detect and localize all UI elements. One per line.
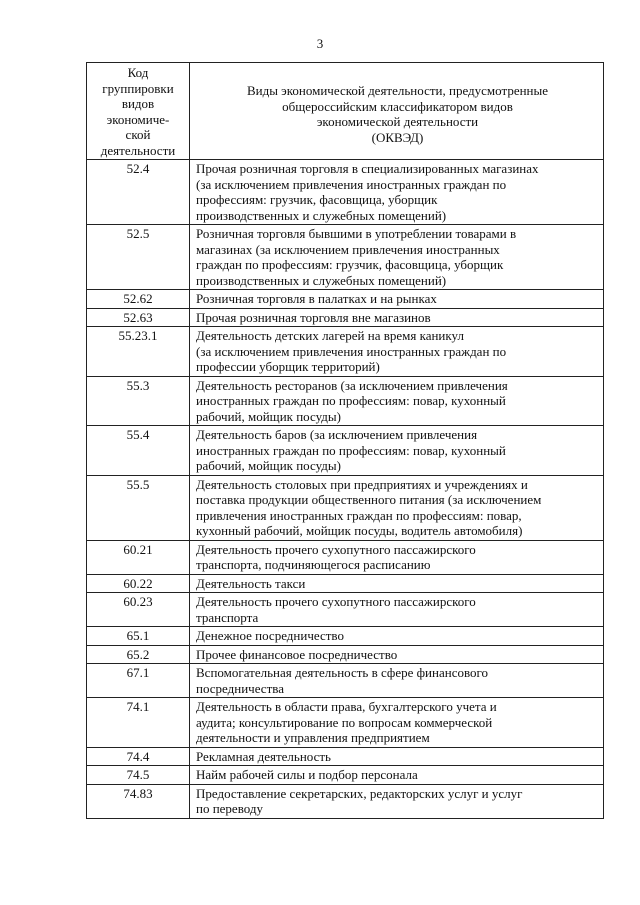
okved-code-cell: 52.63 (87, 308, 190, 327)
header-code-line: экономиче- (106, 111, 170, 127)
activity-description-cell (190, 645, 604, 664)
table-row (87, 376, 604, 426)
header-code-line: ской (125, 127, 151, 142)
table-row (87, 627, 604, 646)
description-line: посредничества (196, 680, 284, 696)
description-line: поставка продукции общественного питания (за исключением (196, 492, 542, 507)
description-line: аудита; консультирование по вопросам коммерческой (196, 714, 493, 730)
description-line: Прочая розничная торговля в специализированных магазинах (196, 161, 539, 176)
header-code-line: видов (121, 96, 155, 111)
table-row (87, 160, 604, 225)
description-line: Деятельность такси (196, 575, 306, 591)
description-line: кухонный рабочий, мойщик посуды, водитель автомобиля) (196, 523, 523, 538)
description-line: рабочий, мойщик посуды) (196, 458, 341, 473)
description-line: по переводу (196, 801, 263, 816)
header-code-line: Код (127, 65, 149, 80)
activity-description-cell (190, 747, 604, 766)
description-line: Денежное посредничество (196, 628, 344, 643)
okved-code-cell: 52.4 (87, 160, 190, 225)
table-row (87, 225, 604, 290)
description-line: Розничная торговля в палатках и на рынках (196, 291, 437, 306)
description-line: Деятельность ресторанов (за исключением привлечения (196, 377, 508, 393)
table-row (87, 698, 604, 748)
description-line: Прочее финансовое посредничество (196, 646, 398, 662)
activity-description-cell (190, 784, 604, 818)
description-line: магазинах (за исключением привлечения иностранных (196, 241, 500, 257)
okved-code-cell: 65.1 (87, 627, 190, 646)
description-line: Деятельность прочего сухопутного пассажирского (196, 594, 476, 609)
description-line: иностранных граждан по профессиям: повар, кухонный (196, 442, 506, 458)
table-row (87, 290, 604, 309)
description-line: Вспомогательная деятельность в сфере финансового (196, 665, 489, 680)
description-line: Деятельность баров (за исключением привлечения (196, 427, 478, 442)
activity-description-cell (190, 766, 604, 785)
description-line: привлечения иностранных граждан по профессиям: повар, (196, 507, 522, 523)
description-line: иностранных граждан по профессиям: повар, кухонный (196, 393, 506, 408)
okved-code-cell: 60.21 (87, 540, 190, 574)
description-line: граждан по профессиям: грузчик, фасовщица, уборщик (196, 257, 504, 272)
okved-code-cell: 65.2 (87, 645, 190, 664)
activity-description-cell (190, 664, 604, 698)
table-row (87, 664, 604, 698)
activity-description-cell (190, 426, 604, 476)
okved-code-cell: 55.5 (87, 475, 190, 540)
description-line: Предоставление секретарских, редакторских услуг и услуг (196, 785, 523, 801)
okved-code-cell: 60.22 (87, 574, 190, 593)
description-line: Деятельность прочего сухопутного пассажирского (196, 541, 476, 557)
okved-code-cell: 55.23.1 (87, 327, 190, 377)
table-row (87, 540, 604, 574)
table-body (87, 160, 604, 819)
table-row (87, 784, 604, 818)
okved-code-cell: 55.4 (87, 426, 190, 476)
okved-code-cell: 67.1 (87, 664, 190, 698)
header-desc-line: (ОКВЭД) (371, 129, 424, 145)
header-desc-line: Виды экономической деятельности, предусмотренные (246, 83, 549, 98)
activity-description-cell (190, 593, 604, 627)
header-desc-cell (190, 63, 604, 160)
table-row (87, 327, 604, 377)
okved-code-cell: 74.4 (87, 747, 190, 766)
okved-code-cell: 74.1 (87, 698, 190, 748)
okved-code-cell: 55.3 (87, 376, 190, 426)
okved-code-cell: 60.23 (87, 593, 190, 627)
table-row (87, 766, 604, 785)
okved-code-cell: 52.62 (87, 290, 190, 309)
table-header-row (87, 63, 604, 160)
activity-description-cell (190, 290, 604, 309)
activity-description-cell (190, 475, 604, 540)
description-line: профессиям: грузчик, фасовщица, уборщик (196, 192, 438, 207)
description-line: Прочая розничная торговля вне магазинов (196, 309, 431, 325)
header-code-line: деятельности (100, 142, 176, 158)
activity-description-cell (190, 225, 604, 290)
table-row (87, 574, 604, 593)
header-code-line: группировки (102, 80, 174, 96)
description-line: Деятельность детских лагерей на время каникул (196, 328, 464, 343)
table-row (87, 475, 604, 540)
activity-description-cell (190, 540, 604, 574)
description-line: Розничная торговля бывшими в употреблении товарами в (196, 226, 517, 241)
okved-code-cell: 74.5 (87, 766, 190, 785)
description-line: (за исключением привлечения иностранных граждан по (196, 343, 507, 359)
description-line: транспорта, подчиняющегося расписанию (196, 557, 431, 572)
header-code-cell (87, 63, 190, 160)
description-line: производственных и служебных помещений) (196, 272, 447, 288)
activity-description-cell (190, 327, 604, 377)
okved-table (86, 62, 604, 819)
description-line: производственных и служебных помещений) (196, 207, 447, 223)
activity-description-cell (190, 376, 604, 426)
page-number: 3 (316, 36, 324, 51)
header-desc-line: общероссийским классификатором видов (282, 98, 513, 114)
description-line: Найм рабочей силы и подбор персонала (196, 767, 418, 782)
activity-description-cell (190, 627, 604, 646)
table-row (87, 645, 604, 664)
activity-description-cell (190, 574, 604, 593)
okved-code-cell: 52.5 (87, 225, 190, 290)
header-desc-line: экономической деятельности (316, 114, 479, 129)
description-line: Деятельность столовых при предприятиях и учреждениях и (196, 476, 528, 492)
description-line: (за исключением привлечения иностранных граждан по (196, 176, 507, 192)
description-line: рабочий, мойщик посуды) (196, 408, 341, 424)
activity-description-cell (190, 308, 604, 327)
description-line: транспорта (196, 609, 259, 625)
okved-code-cell: 74.83 (87, 784, 190, 818)
activity-description-cell (190, 698, 604, 748)
description-line: деятельности и управления предприятием (196, 730, 430, 745)
table-row (87, 593, 604, 627)
table-row (87, 747, 604, 766)
description-line: профессии уборщик территорий) (196, 359, 380, 374)
description-line: Рекламная деятельность (196, 748, 331, 764)
description-line: Деятельность в области права, бухгалтерского учета и (196, 699, 497, 714)
table-row (87, 308, 604, 327)
activity-description-cell (190, 160, 604, 225)
table-row (87, 426, 604, 476)
